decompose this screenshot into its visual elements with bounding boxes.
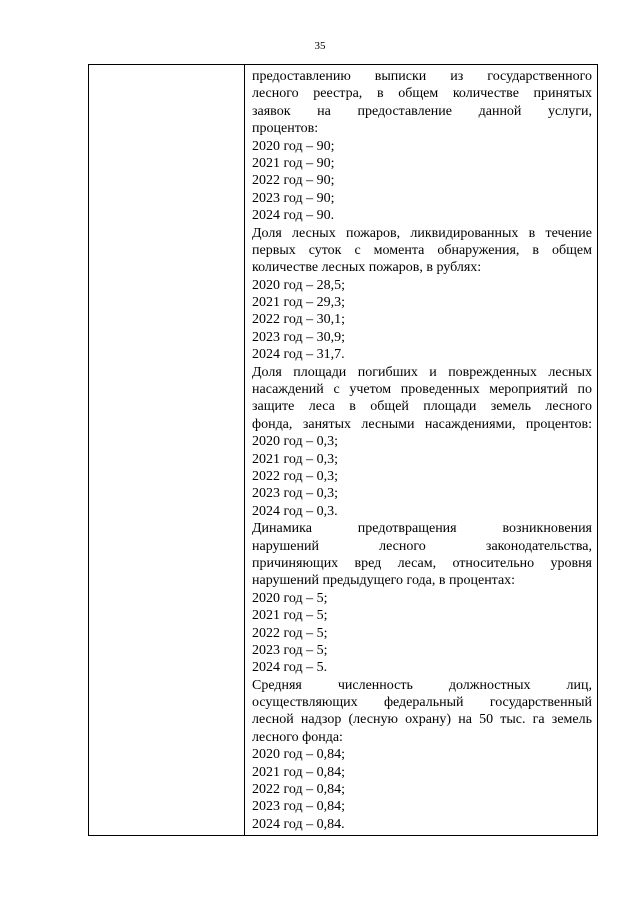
text-line: 2022 год – 30,1; [252,312,346,328]
text-line: 2024 год – 31,7. [252,347,345,363]
text-line: 2022 год – 0,84; [252,782,346,798]
text-line: 2021 год – 29,3; [252,295,346,311]
text-line: причиняющих вред лесам, относительно уровня [252,555,592,571]
text-line: 2020 год – 28,5; [252,277,346,293]
text-line: 2020 год – 0,84; [252,747,346,763]
text-line: 2024 год – 0,3. [252,503,338,519]
text-line: 2020 год – 90; [252,138,335,154]
text-line: 2023 год – 5; [252,642,328,658]
text-line: 2024 год – 5. [252,660,328,676]
text-line: лесного реестра, в общем количестве принятых [252,86,592,102]
table-cell-left-empty [89,65,244,835]
text-line: фонда, занятых лесными насаждениями, процентов: [252,416,592,432]
page-number: 35 [314,40,326,52]
text-line: 2022 год – 90; [252,173,335,189]
text-line: Динамика предотвращения возникновения [252,521,592,537]
text-line: 2021 год – 0,3; [252,451,339,467]
text-line: количестве лесных пожаров, в рублях: [252,260,482,276]
text-line: нарушений лесного законодательства, [252,538,592,554]
text-line: Доля лесных пожаров, ликвидированных в течение [252,225,592,241]
text-line: заявок на предоставление данной услуги, [252,103,592,119]
text-line: 2020 год – 5; [252,590,328,606]
indicators-table [88,64,598,836]
text-line: 2024 год – 90. [252,208,335,224]
text-line: 2023 год – 30,9; [252,329,346,345]
text-line: Доля площади погибших и поврежденных лесных [252,364,592,380]
text-line: 2022 год – 0,3; [252,468,339,484]
column-divider [244,65,245,835]
text-line: предоставлению выписки из государственного [252,69,592,84]
text-line: 2020 год – 0,3; [252,434,339,450]
text-line: 2023 год – 90; [252,190,335,206]
text-line: нарушений предыдущего года, в процентах: [252,573,516,589]
text-line: лесного фонда: [252,729,343,745]
text-line: 2023 год – 0,3; [252,486,339,502]
text-line: первых суток с момента обнаружения, в общем [252,242,592,258]
text-line: защите леса в общей площади земель лесного [252,399,592,415]
text-line: осуществляющих федеральный государственный [252,695,592,711]
text-line: 2022 год – 5; [252,625,328,641]
text-line: 2021 год – 5; [252,608,328,624]
text-line: 2021 год – 0,84; [252,764,346,780]
text-line: Средняя численность должностных лиц, [252,677,592,693]
table-cell-right-text [252,68,592,833]
text-line: насаждений с учетом проведенных мероприятий по [252,382,592,398]
text-line: 2023 год – 0,84; [252,799,346,815]
text-line: 2021 год – 90; [252,155,335,171]
text-line: процентов: [252,121,319,137]
text-line: лесной надзор (лесную охрану) на 50 тыс. га земель [252,712,592,728]
text-line: 2024 год – 0,84. [252,816,345,832]
